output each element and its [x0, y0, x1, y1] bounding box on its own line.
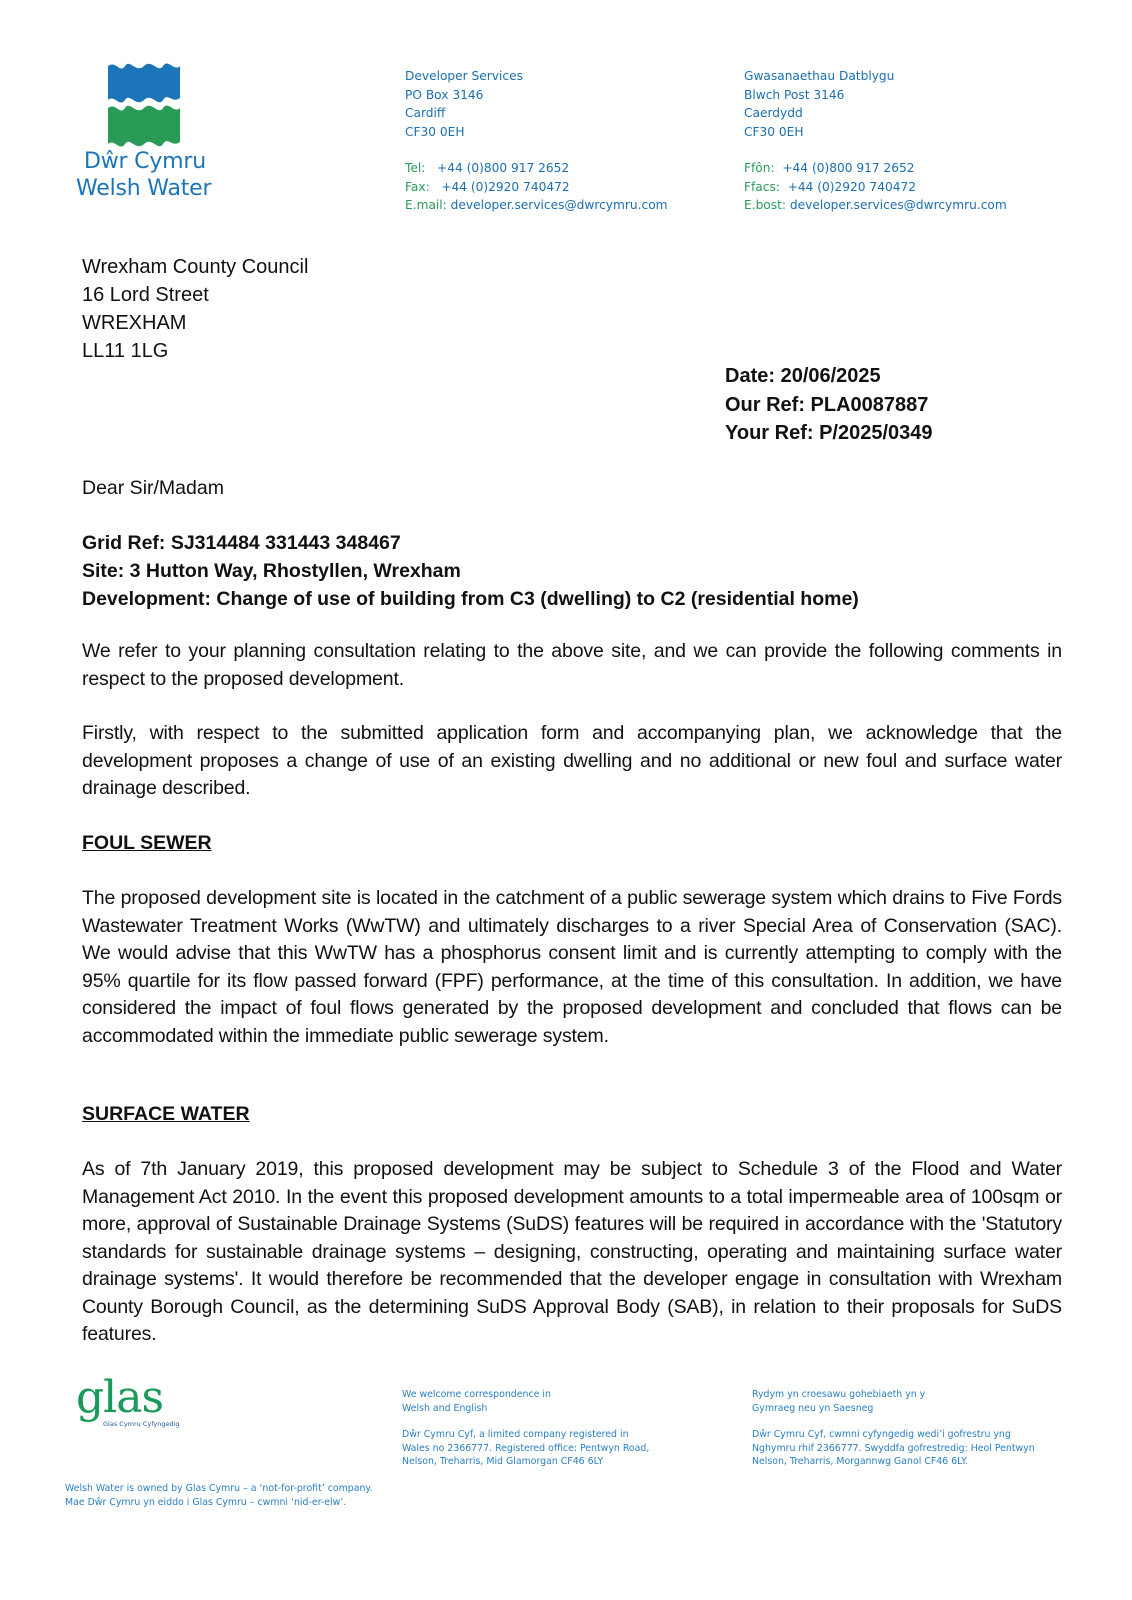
- our-ref: Our Ref: PLA0087887: [725, 393, 929, 416]
- welcome-line: Welsh and English: [402, 1402, 488, 1414]
- fax-value: +44 (0)2920 740472: [787, 179, 916, 194]
- fax-label: Fax:: [405, 179, 430, 194]
- registration-line: Wales no 2366777. Registered office: Pentwyn Road,: [402, 1442, 650, 1454]
- salutation: Dear Sir/Madam: [82, 477, 224, 499]
- tel-label: Tel:: [405, 161, 426, 175]
- department: Gwasanaethau Datblygu: [744, 69, 895, 83]
- telephone: [405, 159, 668, 178]
- glas-cymru-logo: [76, 1372, 180, 1428]
- email: [405, 196, 668, 215]
- city: Caerdydd: [744, 106, 803, 120]
- logo-name-welsh: Dŵr Cymru: [84, 149, 206, 174]
- welcome-line: Gymraeg neu yn Saesneg: [752, 1402, 874, 1414]
- telephone: [744, 159, 1007, 178]
- email-label: E.mail:: [405, 198, 447, 212]
- registration-line: Dŵr Cymru Cyf, cwmni cyfyngedig wedi’i gofrestru yng: [752, 1429, 1011, 1440]
- surface-water-heading: SURFACE WATER: [82, 1103, 250, 1125]
- registration-line: Dŵr Cymru Cyf, a limited company registered in: [402, 1429, 629, 1440]
- department: Developer Services: [405, 69, 523, 83]
- footer-welsh: [752, 1388, 1035, 1469]
- glas-subtitle: Glas Cymru Cyfyngedig: [103, 1420, 180, 1428]
- registration-line: Nelson, Treharris, Morgannwg Ganol CF46 6LY.: [752, 1456, 968, 1467]
- welcome-line: We welcome correspondence in: [402, 1389, 551, 1400]
- postcode: CF30 0EH: [405, 124, 465, 139]
- fax: [405, 178, 668, 197]
- foul-sewer-paragraph: The proposed development site is located in the catchment of a public sewerage system which drains to Five Fords Wastewater Treatment Works (WwTW) and ultimately discharges to a river Special Area of Conservation (SAC). We would advise that this WwTW has a phosphorus consent limit and is currently attempting to comply with the 95% quartile for its flow passed forward (FPF) performance, at the time of this consultation. In addition, we have considered the impact of foul flows generated by the proposed development and concluded that flows can be accommodated within the immediate public sewerage system.: [82, 887, 1062, 1047]
- recipient-line: WREXHAM: [82, 312, 187, 334]
- fax-label: Ffacs:: [744, 179, 780, 194]
- foul-sewer-heading: FOUL SEWER: [82, 832, 212, 854]
- intro-paragraph: We refer to your planning consultation relating to the above site, and we can provide the following comments in respect to the proposed development.: [82, 640, 1062, 690]
- ownership-english: Welsh Water is owned by Glas Cymru – a ‘not-for-profit’ company.: [65, 1483, 373, 1494]
- glas-wordmark: glas: [76, 1372, 164, 1423]
- firstly-paragraph: Firstly, with respect to the submitted application form and accompanying plan, we acknowledge that the development proposes a change of use of an existing dwelling and no additional or new foul and surface water drainage described.: [82, 722, 1062, 799]
- email-link[interactable]: developer.services@dwrcymru.com: [789, 198, 1007, 212]
- footer-ownership: [65, 1482, 373, 1509]
- recipient-address: [82, 253, 308, 365]
- letter-date: Date: 20/06/2025: [725, 365, 881, 387]
- email: [744, 196, 1007, 215]
- recipient-line: LL11 1LG: [82, 340, 169, 362]
- recipient-line: Wrexham County Council: [82, 256, 309, 278]
- footer-english: [402, 1388, 649, 1469]
- fax-value: +44 (0)2920 740472: [441, 179, 570, 194]
- welsh-water-logo: [76, 62, 216, 202]
- logo-name-english: Welsh Water: [76, 176, 212, 201]
- surface-water-paragraph: As of 7th January 2019, this proposed development may be subject to Schedule 3 of the Flood and Water Management Act 2010. In the event this proposed development amounts to a total impermeable area of 100sqm or more, approval of Sustainable Drainage Systems (SuDS) features will be required in accordance with the 'Statutory standards for sustainable drainage systems – designing, constructing, operating and maintaining surface water drainage systems'. It would therefore be recommended that the developer engage in consultation with Wrexham County Borough Council, as the determining SuDS Approval Body (SAB), in relation to their proposals for SuDS features.: [82, 1158, 1062, 1345]
- ownership-welsh: Mae Dŵr Cymru yn eiddo i Glas Cymru – cwmni ‘nid-er-elw’.: [65, 1496, 347, 1508]
- recipient-line: 16 Lord Street: [82, 284, 209, 306]
- registration-line: Nghymru rhif 2366777. Swyddfa gofrestredig: Heol Pentwyn: [752, 1442, 1035, 1454]
- tel-value: +44 (0)800 917 2652: [437, 161, 570, 175]
- tel-label: Ffôn:: [744, 161, 775, 175]
- contact-block-english: [405, 67, 668, 215]
- reference-block: [725, 362, 933, 448]
- contact-block-welsh: [744, 67, 1007, 215]
- po-box: PO Box 3146: [405, 87, 484, 102]
- email-label: E.bost:: [744, 198, 787, 212]
- water-waves-icon: [106, 62, 182, 148]
- postcode: CF30 0EH: [744, 124, 804, 139]
- welcome-line: Rydym yn croesawu gohebiaeth yn y: [752, 1389, 926, 1400]
- registration-line: Nelson, Treharris, Mid Glamorgan CF46 6LY: [402, 1456, 604, 1467]
- fax: [744, 178, 1007, 197]
- po-box: Blwch Post 3146: [744, 87, 845, 102]
- site: Site: 3 Hutton Way, Rhostyllen, Wrexham: [82, 560, 461, 582]
- your-ref: Your Ref: P/2025/0349: [725, 422, 933, 444]
- grid-ref: Grid Ref: SJ314484 331443 348467: [82, 532, 401, 554]
- email-link[interactable]: developer.services@dwrcymru.com: [450, 198, 668, 212]
- tel-value: +44 (0)800 917 2652: [782, 161, 915, 175]
- development: Development: Change of use of building from C3 (dwelling) to C2 (residential home): [82, 588, 859, 610]
- subject-block: [82, 529, 859, 613]
- city: Cardiff: [405, 106, 446, 120]
